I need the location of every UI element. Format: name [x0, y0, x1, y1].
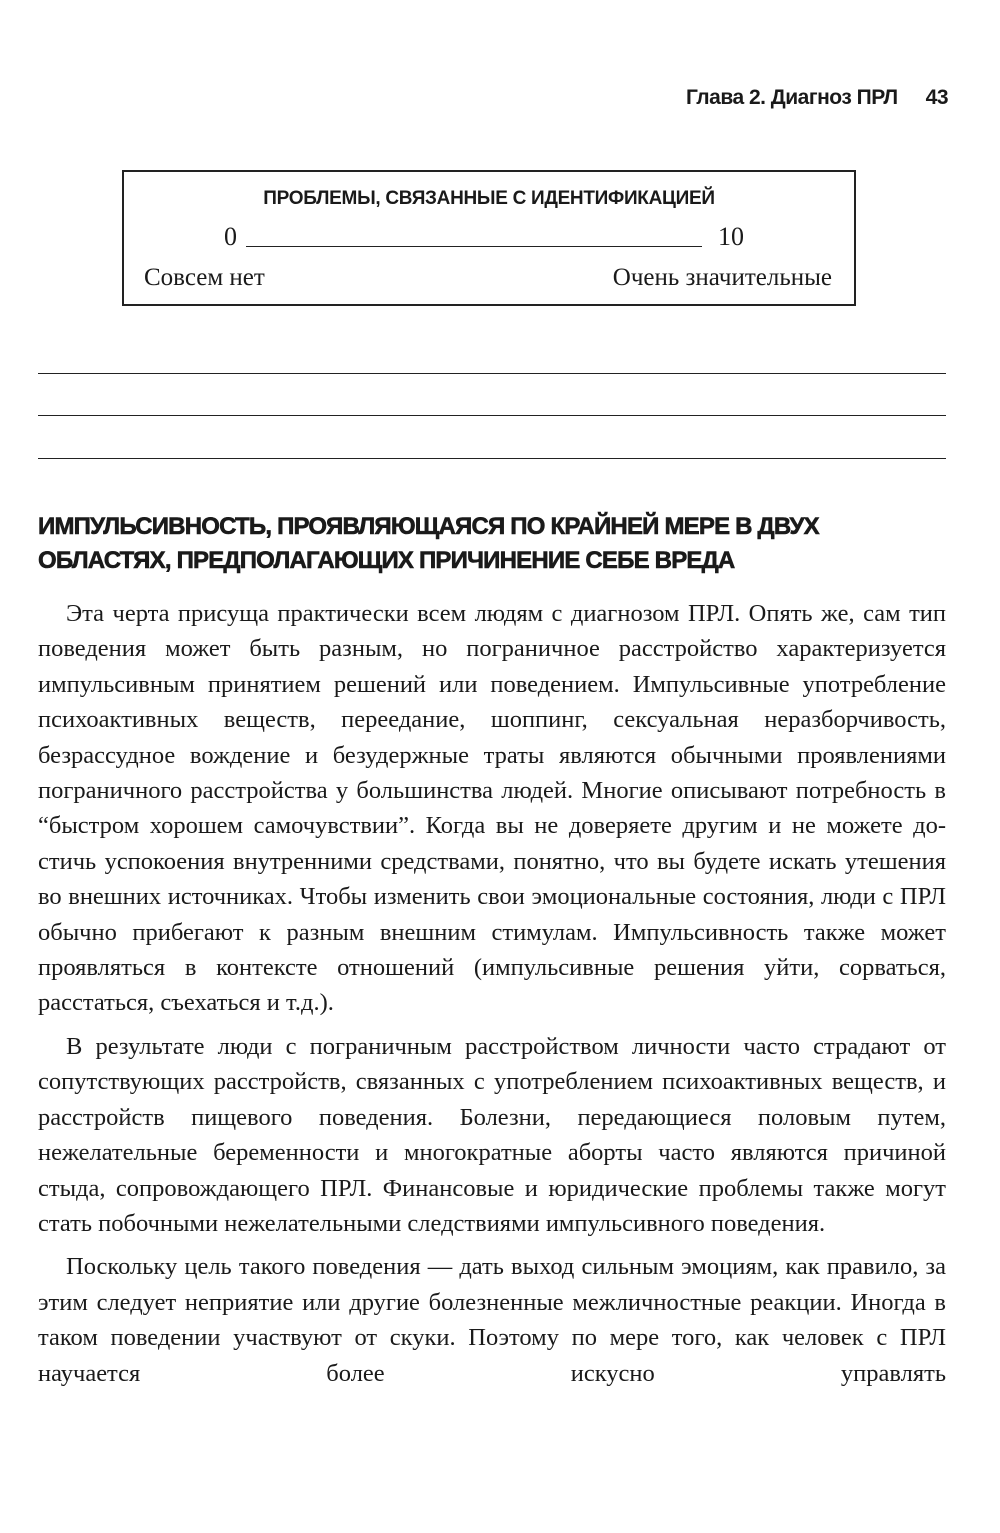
scale-row [224, 222, 744, 252]
paragraph: Эта черта присуща практически всем людям с диагнозом ПРЛ. Опять же, сам тип поведения может быть разным, но пограничное расстройство характеризуется импульсивным принятием решений или поведением. Импульсивные употребление психоактивных веществ, переедание, шоппинг, сексуальная неразборчивость, безрассудное вождение и безудержные траты являются обычными проявлениями пограничного расстройства у большинства людей. Многие описывают потребность в “быстром хорошем самочувствии”. Когда вы не доверяете другим и не можете достичь успокоения внутренними средствами, понятно, что вы будете искать утешения во внешних источниках. Чтобы изменить свои эмоциональные состояния, люди с ПРЛ обычно прибегают к разным внешним стимулам. Импульсивность также может проявляться в контексте отношений (импульсивные решения уйти, сорваться, расстаться, съехаться и т.д.). [38, 600, 946, 1017]
scale-low-label: Совсем нет [144, 264, 265, 291]
paragraph: В результате люди с пограничным расстройством личности часто страдают от сопутствующих расстройств, связанных с употреблением психоактивных веществ, и расстройств пищевого поведения. Болезни, передающиеся половым путем, нежелательные беременности и многократные аборты часто являются причиной стыда, сопровождающего ПРЛ. Финансовые и юридические проблемы также могут стать побочными нежелательными следствиями импульсивного поведения. [38, 1032, 946, 1237]
note-line[interactable] [38, 458, 946, 459]
note-line[interactable] [38, 373, 946, 374]
scale-min-value: 0 [224, 222, 237, 251]
running-head [686, 86, 948, 110]
paragraph: Поскольку цель такого поведения — дать выход сильным эмоциям, как правило, за этим следует неприятие или другие болезненные межличностные реакции. Иногда в таком поведении участвуют от скуки. Поэтому по мере того, как человек с ПРЛ научается более искусно управлять [38, 1253, 946, 1387]
scale-high-label: Очень значительные [612, 264, 832, 291]
scale-title: ПРОБЛЕМЫ, СВЯЗАННЫЕ С ИДЕНТИФИКАЦИЕЙ [263, 188, 715, 209]
chapter-title: Глава 2. Диагноз ПРЛ [685, 86, 898, 109]
scale-answer-line[interactable] [246, 246, 702, 247]
page-number: 43 [925, 86, 948, 109]
note-line[interactable] [38, 415, 946, 416]
body-text [38, 596, 946, 1399]
section-heading: ИМПУЛЬСИВНОСТЬ, ПРОЯВЛЯЮЩАЯСЯ ПО КРАЙНЕЙ МЕРЕ В ДВУХ ОБЛАСТЯХ, ПРЕДПОЛАГАЮЩИХ ПРИЧИНЕНИЕ СЕБЕ ВРЕДА [38, 513, 819, 574]
rating-scale-box [122, 170, 856, 306]
scale-max-value: 10 [718, 222, 744, 251]
